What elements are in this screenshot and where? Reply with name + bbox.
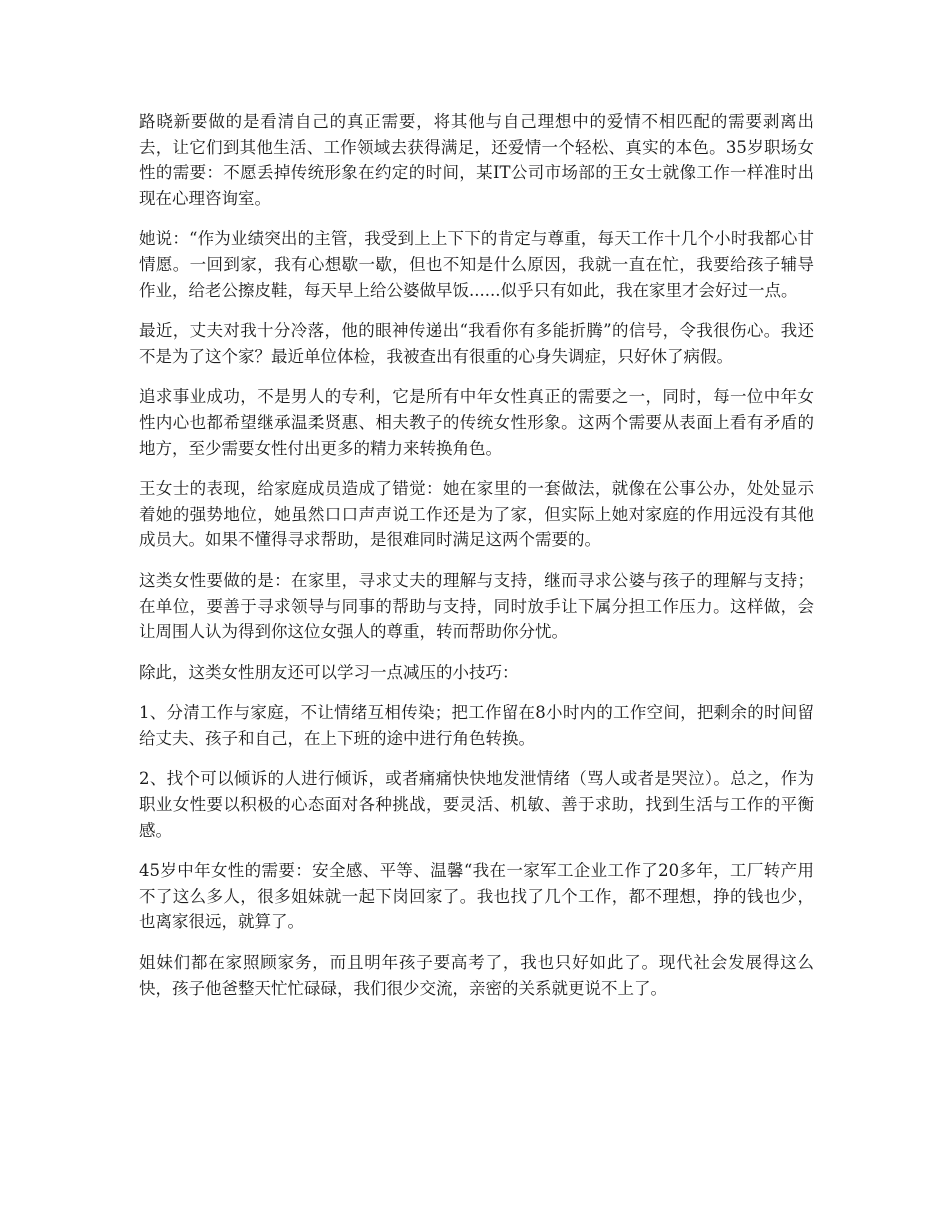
document-body xyxy=(139,109,814,1016)
paragraph-5: 王女士的表现，给家庭成员造成了错觉：她在家里的一套做法，就像在公事公办，处处显示着她的强势地位，她虽然口口声声说工作还是为了家，但实际上她对家庭的作用远没有其他成员大。如果不懂得寻求帮助，是很难同时满足这两个需要的。 xyxy=(139,479,814,550)
list-item-2: 2、找个可以倾诉的人进行倾诉，或者痛痛快快地发泄情绪（骂人或者是哭泣）。总之，作为职业女性要以积极的心态面对各种挑战，要灵活、机敏、善于求助，找到生活与工作的平衡感。 xyxy=(139,769,814,840)
paragraph-3: 最近，丈夫对我十分冷落，他的眼神传递出“我看你有多能折腾”的信号，令我很伤心。我还不是为了这个家？最近单位体检，我被查出有很重的心身失调症，只好休了病假。 xyxy=(139,321,814,366)
paragraph-8: 45岁中年女性的需要：安全感、平等、温馨“我在一家军工企业工作了20多年，工厂转产用不了这么多人，很多姐妹就一起下岗回家了。我也找了几个工作，都不理想，挣的钱也少，也离家很远，就算了。 xyxy=(139,861,814,932)
list-item-1: 1、分清工作与家庭，不让情绪互相传染；把工作留在8小时内的工作空间，把剩余的时间留给丈夫、孩子和自己，在上下班的途中进行角色转换。 xyxy=(139,703,814,748)
paragraph-7: 除此，这类女性朋友还可以学习一点减压的小技巧： xyxy=(139,662,519,682)
paragraph-6: 这类女性要做的是：在家里，寻求丈夫的理解与支持，继而寻求公婆与孩子的理解与支持；在单位，要善于寻求领导与同事的帮助与支持，同时放手让下属分担工作压力。这样做，会让周围人认为得到你这位女强人的尊重，转而帮助你分忧。 xyxy=(139,570,814,642)
paragraph-2: 她说：“作为业绩突出的主管，我受到上上下下的肯定与尊重，每天工作十几个小时我都心甘情愿。一回到家，我有心想歇一歇，但也不知是什么原因，我就一直在忙，我要给孩子辅导作业，给老公擦皮鞋，每天早上给公婆做早饭......似乎只有如此，我在家里才会好过一点。 xyxy=(139,229,814,300)
paragraph-9: 姐妹们都在家照顾家务，而且明年孩子要高考了，我也只好如此了。现代社会发展得这么快，孩子他爸整天忙忙碌碌，我们很少交流，亲密的关系就更说不上了。 xyxy=(139,953,814,998)
paragraph-4: 追求事业成功，不是男人的专利，它是所有中年女性真正的需要之一，同时，每一位中年女性内心也都希望继承温柔贤惠、相夫教子的传统女性形象。这两个需要从表面上看有矛盾的地方，至少需要女性付出更多的精力来转换角色。 xyxy=(139,387,814,458)
paragraph-1: 路晓新要做的是看清自己的真正需要，将其他与自己理想中的爱情不相匹配的需要剥离出去，让它们到其他生活、工作领域去获得满足，还爱情一个轻松、真实的本色。35岁职场女性的需要：不愿丢掉传统形象在约定的时间，某IT公司市场部的王女士就像工作一样准时出现在心理咨询室。 xyxy=(139,112,814,208)
